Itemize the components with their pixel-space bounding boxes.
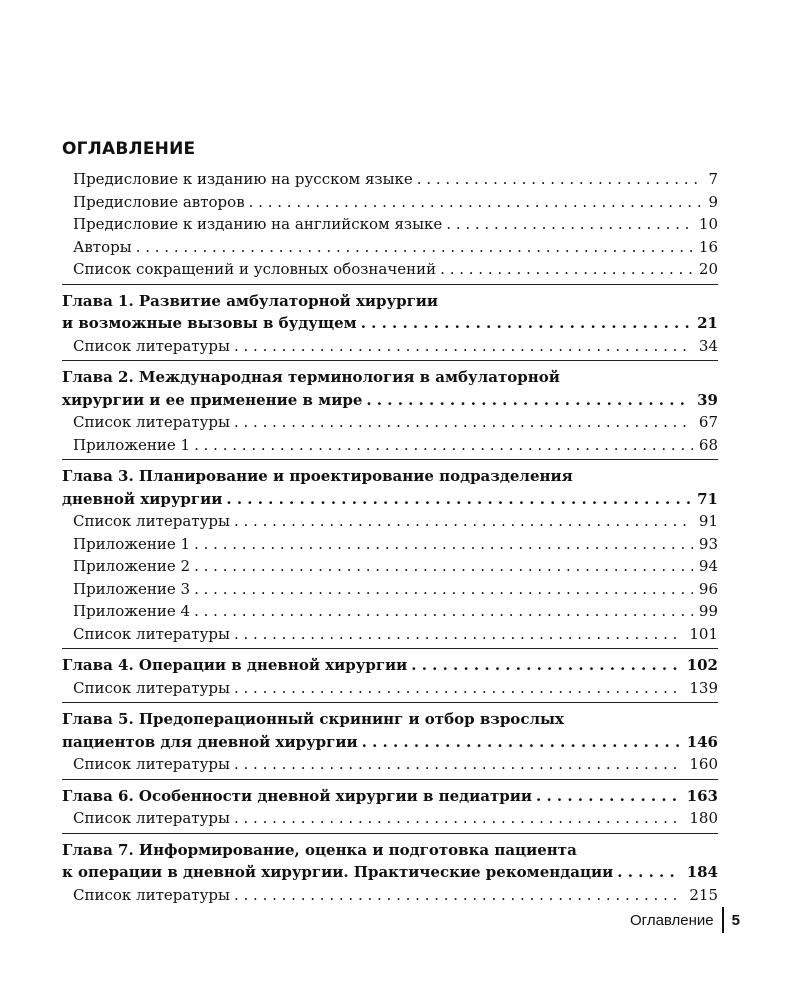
dot-leader [234, 807, 683, 830]
toc-entry-label: Список литературы [73, 413, 230, 431]
toc-title: ОГЛАВЛЕНИЕ [62, 139, 196, 159]
dot-leader [617, 861, 680, 884]
toc-entry-label: Список литературы [73, 512, 230, 530]
toc-entry-page-number: 7 [708, 170, 718, 188]
toc-entry-page-number: 139 [689, 678, 718, 697]
chapter-title-line1: Глава 5. Предоперационный скрининг и отбор взрослых [62, 710, 565, 728]
toc-entry-label: Список литературы [73, 885, 230, 904]
dot-leader [234, 335, 693, 358]
toc-entry[interactable] [62, 753, 718, 776]
chapter-title-line2: хирургии и ее применение в мире [62, 390, 363, 409]
chapter-page-number: 21 [697, 314, 718, 332]
dot-leader [411, 654, 680, 677]
toc-group [62, 839, 718, 910]
chapter-page-number: 146 [686, 732, 718, 751]
toc-entry-page-number: 215 [689, 885, 718, 904]
toc-entry-label: Предисловие к изданию на русском языке [73, 170, 413, 188]
toc-entry[interactable] [62, 884, 718, 907]
dot-leader [234, 884, 683, 907]
toc-entry-page-number: 91 [698, 512, 718, 530]
chapter-row [62, 731, 718, 754]
footer-page-number: 5 [731, 911, 740, 929]
dot-leader [362, 731, 681, 754]
chapter-title-line2: Глава 6. Особенности дневной хирургии в педиатрии [62, 786, 533, 805]
footer-section-label: Оглавление [630, 911, 714, 929]
table-of-contents [62, 168, 718, 914]
chapter-page-number: 163 [686, 786, 718, 805]
toc-entry-page-number: 68 [698, 435, 718, 454]
toc-entry-label: Приложение 2 [73, 557, 191, 575]
dot-leader [234, 753, 683, 776]
toc-entry[interactable] [62, 555, 718, 578]
toc-entry-label: Приложение 1 [73, 534, 191, 553]
toc-group [62, 465, 718, 649]
toc-entry[interactable] [62, 434, 718, 457]
chapter-title-line2: пациентов для дневной хирургии [62, 732, 358, 751]
dot-leader [234, 411, 693, 434]
toc-entry-page-number: 160 [689, 755, 718, 773]
chapter-row [62, 861, 718, 884]
toc-entry[interactable] [62, 213, 718, 236]
toc-group [62, 785, 718, 834]
dot-leader [194, 555, 693, 578]
chapter-row [62, 785, 718, 808]
toc-entry-label: Список литературы [73, 624, 230, 643]
toc-entry[interactable] [62, 236, 718, 259]
dot-leader [417, 168, 703, 191]
dot-leader [136, 236, 693, 259]
toc-entry-label: Предисловие к изданию на английском языке [73, 215, 443, 233]
dot-leader [234, 623, 683, 646]
chapter-title-line2: Глава 4. Операции в дневной хирургии [62, 656, 408, 674]
toc-group [62, 366, 718, 460]
chapter-title-line1: Глава 7. Информирование, оценка и подготовка пациента [62, 840, 577, 859]
toc-entry-page-number: 10 [698, 215, 718, 233]
dot-leader [194, 533, 693, 556]
toc-entry[interactable] [62, 677, 718, 700]
toc-entry-page-number: 180 [689, 809, 718, 827]
chapter-title-line2: к операции в дневной хирургии. Практические рекомендации [62, 863, 614, 881]
dot-leader [249, 191, 703, 214]
dot-leader [234, 510, 693, 533]
toc-entry[interactable] [62, 168, 718, 191]
dot-leader [536, 785, 681, 808]
chapter-page-number: 184 [686, 863, 718, 881]
dot-leader [234, 677, 683, 700]
toc-entry-label: Список литературы [73, 809, 230, 827]
toc-entry-label: Список литературы [73, 678, 230, 697]
toc-chapter[interactable] [62, 465, 718, 510]
chapter-row [62, 312, 718, 335]
chapter-row [62, 654, 718, 677]
toc-entry-page-number: 16 [698, 237, 718, 256]
toc-chapter[interactable] [62, 708, 718, 753]
page-footer [560, 905, 740, 935]
toc-group [62, 290, 718, 362]
toc-entry-label: Авторы [73, 237, 132, 256]
chapter-title-line1: Глава 1. Развитие амбулаторной хирургии [62, 291, 439, 310]
toc-entry-page-number: 9 [708, 192, 718, 211]
toc-entry-page-number: 93 [698, 534, 718, 553]
toc-chapter[interactable] [62, 654, 718, 677]
dot-leader [194, 600, 693, 623]
toc-entry-page-number: 94 [698, 557, 718, 575]
toc-chapter[interactable] [62, 839, 718, 884]
toc-entry-page-number: 34 [698, 336, 718, 355]
chapter-title-line1: Глава 3. Планирование и проектирование подразделения [62, 467, 573, 485]
dot-leader [446, 213, 693, 236]
toc-entry[interactable] [62, 533, 718, 556]
toc-entry-label: Приложение 4 [73, 602, 191, 620]
toc-entry[interactable] [62, 623, 718, 646]
toc-chapter[interactable] [62, 785, 718, 808]
dot-leader [366, 389, 691, 412]
chapter-page-number: 102 [686, 656, 718, 674]
chapter-page-number: 39 [697, 390, 718, 409]
toc-entry[interactable] [62, 510, 718, 533]
toc-entry-label: Предисловие авторов [73, 192, 245, 211]
toc-entry-label: Список литературы [73, 755, 230, 773]
dot-leader [194, 578, 693, 601]
toc-entry[interactable] [62, 258, 718, 281]
toc-entry-page-number: 96 [698, 579, 718, 598]
chapter-page-number: 71 [697, 489, 718, 508]
toc-entry-page-number: 67 [698, 413, 718, 431]
toc-entry-label: Приложение 1 [73, 435, 191, 454]
toc-entry-label: Приложение 3 [73, 579, 191, 598]
toc-chapter[interactable] [62, 366, 718, 411]
chapter-title-line2: и возможные вызовы в будущем [62, 314, 357, 332]
toc-entry[interactable] [62, 578, 718, 601]
toc-entry[interactable] [62, 411, 718, 434]
toc-entry[interactable] [62, 807, 718, 830]
toc-entry[interactable] [62, 335, 718, 358]
toc-entry[interactable] [62, 600, 718, 623]
toc-entry[interactable] [62, 191, 718, 214]
dot-leader [361, 312, 691, 335]
toc-group [62, 708, 718, 780]
toc-entry-page-number: 99 [698, 602, 718, 620]
toc-entry-page-number: 20 [698, 260, 718, 278]
toc-group [62, 654, 718, 703]
chapter-row [62, 389, 718, 412]
chapter-title-line1: Глава 2. Международная терминология в амбулаторной [62, 368, 560, 386]
toc-entry-label: Список сокращений и условных обозначений [73, 260, 437, 278]
toc-group [62, 168, 718, 285]
toc-entry-page-number: 101 [689, 624, 718, 643]
chapter-title-line2: дневной хирургии [62, 489, 223, 508]
toc-entry-label: Список литературы [73, 336, 230, 355]
dot-leader [226, 488, 691, 511]
chapter-row [62, 488, 718, 511]
dot-leader [440, 258, 693, 281]
dot-leader [194, 434, 693, 457]
toc-chapter[interactable] [62, 290, 718, 335]
